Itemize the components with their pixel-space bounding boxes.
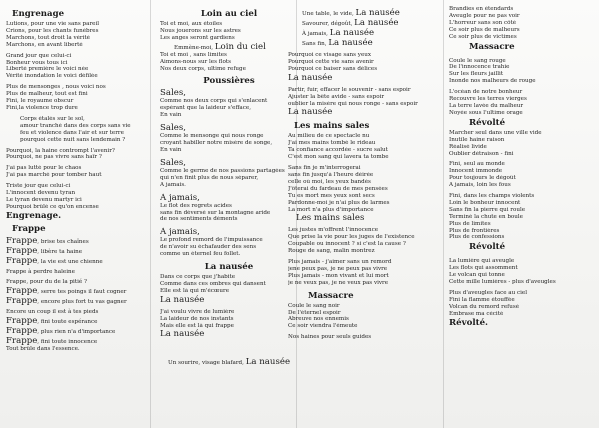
- lyric-line: Comme le germe de nos passions partagées: [160, 167, 285, 174]
- lyric-line: Sans fin, La nausée: [302, 38, 373, 48]
- lyric-line: Ta confiance accordée - sucre salut: [288, 147, 388, 154]
- refrain-la-nausee: La nausée: [160, 329, 205, 340]
- lyric-line: J'ai mes mains tombé le rideau: [288, 140, 376, 147]
- lyric-line: Une table, le vide, La nausée: [302, 8, 400, 18]
- refrain-la-nausee: La nausée: [288, 72, 333, 83]
- lyric-line: Plus d'aveugles face au ciel: [449, 290, 528, 296]
- lyric-line: Plus de limites: [449, 220, 491, 227]
- stanza: [288, 227, 438, 255]
- stanza: [449, 6, 595, 41]
- lyric-line: Un sourire, visage blafard, La nausée: [168, 357, 291, 368]
- lyric-line: Triste jour que celui-ci: [6, 183, 71, 190]
- stanza: [449, 258, 595, 286]
- lyric-line: Pour toujours le dégoût: [449, 175, 516, 182]
- song-title-revolte: Révolté: [469, 117, 506, 128]
- refrain-revolte-end: Révolté.: [449, 317, 489, 328]
- lyric-line: Les anges seront gardiens: [160, 34, 235, 41]
- lyric-line: Réalisé livide: [449, 143, 487, 150]
- lyric-line: Loin le bonheur innocent: [449, 199, 521, 206]
- lyric-line: Ce soir plus de malheurs: [449, 26, 520, 33]
- lyric-line: Pourquoi cette vie sans avenir: [288, 58, 374, 65]
- refrain-engrenage: Engrenage.: [6, 210, 62, 221]
- lyric-line: Crions, pour les chants funèbres: [6, 27, 99, 34]
- lyric-line: Partir, fuir, effacer le souvenir - sans espoir: [288, 86, 411, 93]
- stanza: [288, 165, 438, 213]
- lyric-line: De l'innocence trahie: [449, 64, 510, 71]
- song-title-engrenage: Engrenage: [12, 9, 65, 19]
- stanza: [6, 21, 146, 49]
- stanza: [160, 133, 292, 154]
- lyric-line: sans fin déversé sur la montagne aride: [160, 209, 271, 216]
- lyric-line: Plus de malheur, tout est fini: [6, 91, 88, 98]
- refrain-la-nausee: La nausée: [288, 107, 333, 118]
- lyric-line: J'ai pas lutté pour le chaos: [6, 165, 82, 172]
- stanza: [449, 161, 595, 189]
- refrain-revolte: Révolté: [469, 242, 506, 253]
- stanza: [288, 133, 438, 161]
- lyric-line: La lumière qui aveugle: [449, 258, 515, 265]
- refrain-les-mains-sales: Les mains sales: [296, 213, 365, 224]
- lyric-line: Coule le sang rouge: [449, 57, 506, 64]
- lyric-line: comme un éternel feu follet.: [160, 251, 241, 258]
- lyric-line: Fini, dans les champs violents: [449, 193, 535, 200]
- lyric-line: En vain: [160, 146, 182, 153]
- lyric-line: C'est mon sang qui lavera ta tombe: [288, 154, 389, 161]
- refrain-sales: Sales,: [160, 88, 186, 99]
- lyric-line: Ce soir plus de victimes: [449, 33, 517, 40]
- stanza: [6, 165, 146, 179]
- column-2: [160, 8, 292, 428]
- stanza: [449, 89, 595, 117]
- lyric-line: Brandies en étendards: [449, 6, 514, 12]
- lyric-line: Ajuster la bête avide - sans espoir: [288, 93, 385, 100]
- lyric-line: Pourquoi, la haine contrompt l'avenir?: [6, 147, 115, 154]
- refrain-sales: Sales,: [160, 157, 186, 168]
- lyric-line: Tu es mort mes yeux sont secs: [288, 192, 375, 199]
- lyric-line: Frappe, fini toute innocence: [6, 335, 98, 346]
- refrain-a-jamais: À jamais,: [160, 192, 200, 203]
- stanza: [160, 21, 292, 42]
- lyric-line: Noyée sous l'ultime orage: [449, 109, 523, 116]
- lyric-line: Frappe, la vie est une chienne: [6, 255, 103, 266]
- fold-line: [150, 0, 151, 428]
- lyric-line: Sur les fleurs jaillit: [449, 71, 504, 78]
- stanza: [160, 309, 292, 330]
- lyric-line: Toi et moi, aux étoiles: [160, 21, 223, 27]
- lyric-line: Comme nos deux corps qui s'enlacent: [160, 98, 268, 105]
- lyric-line: Coule le sang noir: [288, 302, 340, 309]
- lyric-line: Le volcan qui tonne: [449, 272, 505, 279]
- lyric-line: Aveugle pour ne pas voir: [449, 12, 520, 19]
- lyric-line: Fini,la violence trop dure: [6, 104, 78, 111]
- lyric-line: Les flots qui assomment: [449, 265, 518, 272]
- lyric-line: Pourquoi ce baiser sans délices: [288, 65, 378, 72]
- lyric-line: À jamais, loin les fous: [449, 182, 511, 189]
- lyric-line: je ne veux pas, je ne veux pas vivre: [288, 279, 389, 286]
- lyric-line: Marcher seul dans une ville vide: [449, 129, 542, 136]
- lyric-line: Corps étalés sur le sol,: [20, 115, 85, 122]
- lyric-line: celle où moi, les yeux bandés: [288, 178, 371, 185]
- lyric-line: jene peux pas, je ne peux pas vivre: [288, 265, 388, 272]
- stanza: [288, 259, 438, 287]
- stanza: [6, 148, 146, 162]
- frappe-stanza: [6, 236, 146, 346]
- lyric-line: Volcan du remord refusé: [449, 303, 520, 310]
- lyric-line: Frappe, fini toute espérance: [6, 315, 98, 326]
- lyric-line: Pardonne-moi je n'ai plus de larmes: [288, 199, 390, 206]
- song-title-massacre: Massacre: [308, 290, 354, 301]
- lyric-line: espérant que la laideur s'efface,: [160, 105, 251, 112]
- lyric-line: Tout brûle dans l'essence.: [6, 345, 80, 352]
- stanza: [449, 130, 595, 158]
- lyric-line: Le profond remord de l'impuissance: [160, 237, 263, 244]
- lyric-line: Frappe, plus rien n'a d'importance: [6, 325, 116, 336]
- lyric-line: de nos sentiments déments: [160, 216, 238, 223]
- lyric-line: qui n'en finit plus de nous séparer,: [160, 174, 259, 181]
- lyric-line: Comme le mensonge qui nous ronge: [160, 133, 264, 140]
- refrain-a-jamais: À jamais,: [160, 227, 200, 238]
- lyric-line: Marchons, tout droit la vérité: [6, 34, 90, 41]
- stanza: [288, 87, 438, 108]
- lyric-line: Fini la flamme étouffée: [449, 296, 515, 303]
- lyric-line: Les justes m'offrent l'innocence: [288, 227, 379, 234]
- stanza: [449, 193, 595, 241]
- lyric-line: Frappe, pour du de la pitié ?: [6, 278, 87, 285]
- stanza: [160, 237, 292, 258]
- lyric-line: Embrase ma cécité: [449, 310, 504, 317]
- lyric-line: de n'avoir su échafauder des sens: [160, 244, 257, 251]
- lyric-line: Oublier détraison - fini: [449, 150, 514, 157]
- lyric-line: Recouvre les terres vierges: [449, 96, 527, 103]
- lyric-line: Inutile haine raison: [449, 136, 505, 143]
- fold-line: [443, 0, 444, 428]
- stanza: [288, 52, 438, 73]
- lyric-line: Pourquoi ce visage sans yeux: [288, 52, 372, 58]
- lyric-line: La terre lavée du malheur: [449, 102, 524, 109]
- lyric-line: L'innocent devenu tyran: [6, 190, 76, 197]
- lyric-line: Rouge de sang, malin montrez: [288, 248, 375, 255]
- lyric-line: Sans fin je m'interrogerai: [288, 165, 361, 172]
- stanza: [6, 183, 146, 211]
- stanza: [160, 168, 292, 189]
- stanza: [160, 98, 292, 119]
- lyric-line: Fini, seul au monde: [449, 161, 505, 168]
- lyric-line: De l'éternel espoir: [288, 309, 341, 316]
- lyric-line: J'ai voulu vivre de lumière: [160, 308, 235, 315]
- stanza: [6, 84, 146, 112]
- lyric-line: feu et violence dans l'air et sur terre: [20, 129, 124, 136]
- lyric-line: Plus de confessions: [449, 234, 505, 241]
- lyric-line: Mais elle est là qui frappe: [160, 322, 234, 329]
- song-title-loin-au-ciel: Loin au ciel: [200, 9, 258, 19]
- lyric-line: L'horreur sans son côté: [449, 19, 517, 26]
- lyric-line: Elle est là qui m'écœure: [160, 287, 230, 294]
- lyric-line: sans fin jusqu'à l'heure déirée: [288, 171, 374, 178]
- lyric-line: Au milieu de ce spectacle nu: [288, 133, 370, 140]
- stanza: [160, 52, 292, 73]
- lyric-line: Plus jamais - mon vivant et lui mort: [288, 272, 389, 279]
- refrain-stanza: [288, 8, 438, 48]
- lyric-line: Plus de frontières: [449, 227, 500, 234]
- lyric-line: À jamais.: [160, 181, 186, 188]
- lyric-line: Terminé la chute en boule: [449, 213, 523, 220]
- stanza: [449, 290, 595, 318]
- lyric-line: Nous jouerons sur les astres: [160, 27, 241, 34]
- lyric-line: Encore un coup il est à tes pieds: [6, 308, 99, 315]
- lyric-line: Coupable ou innocent ? si c'est la cause ?: [288, 241, 406, 248]
- lyric-line: Frappe, libère ta haine: [6, 245, 83, 256]
- lyric-line: Aimons-nous sur les flots: [160, 58, 231, 65]
- lyric-line: Pourquoi, ne pas vivre sans haïr ?: [6, 154, 102, 161]
- lyric-line: amour tranché dans des corps sans vie: [20, 122, 131, 129]
- stanza: [160, 203, 292, 224]
- lyric-line: pourquoi cette nuit sans lendemain ?: [20, 136, 126, 143]
- lyric-line: Toi et moi , sans limites: [160, 51, 227, 58]
- column-4: [449, 6, 595, 428]
- song-title-poussieres: Poussières: [203, 76, 255, 87]
- lyric-line: Grand jour que celui-ci: [6, 52, 72, 59]
- column-3: [288, 8, 438, 428]
- lyric-line: Nos deux corps, ultime refuge: [160, 65, 246, 72]
- lyric-line: Pourquoi brûlé ce qu'on encense: [6, 203, 99, 210]
- lyric-line: Comme dans ces ombres qui dansent: [160, 280, 266, 287]
- stanza: [449, 58, 595, 86]
- refrain-sales: Sales,: [160, 123, 186, 134]
- lyric-line: oublier la misère qui nous ronge - sans espoir: [288, 100, 418, 107]
- song-title-les-mains-sales: Les mains sales: [294, 121, 370, 132]
- lyric-line: Dans ce corps que j'habite: [160, 274, 236, 281]
- lyric-line: Savourer, dégoût, La nausée: [302, 18, 399, 28]
- stanza: [160, 274, 292, 295]
- lyric-line: Nos haines pour seuls guides: [288, 334, 372, 341]
- lyric-line: Liberté première le voici née: [6, 66, 89, 73]
- lyric-line: Vérité inondation le voici défilée: [6, 73, 98, 80]
- lyric-line: Que prise la vie pour les juges de l'existence: [288, 234, 415, 241]
- lyric-line: Inonde nos malheurs de rouge: [449, 78, 536, 85]
- refrain-la-nausee: La nausée: [160, 294, 205, 305]
- lyric-line: Fini, le royaume obscur: [6, 98, 74, 105]
- lyric-line: Frappe, serre tes poings il faut cogner: [6, 285, 127, 296]
- lyric-line: Innocent immonde: [449, 168, 503, 175]
- lyric-line: Marchons, en avant liberté: [6, 41, 83, 48]
- lyric-line: Lutions, pour une vie sans pareil: [6, 21, 100, 27]
- lyric-line: Le tyran devenu martyr ici: [6, 196, 82, 203]
- lyric-line: croyant habiller notre misère de songe,: [160, 140, 273, 147]
- stanza: [6, 53, 146, 81]
- stanza: [288, 303, 438, 331]
- lyric-line: Le flot des regrets acides: [160, 202, 232, 209]
- lyric-line: La mort n'a plus d'importance: [288, 206, 374, 213]
- lyric-line: Frappe, encore plus fort tu vas gagner: [6, 295, 127, 306]
- stanza: [6, 116, 146, 144]
- lyric-line: Plus de mensonges , nous voici nos: [6, 84, 106, 91]
- lyric-line: Frappe à perdre haleine: [6, 268, 75, 275]
- lyric-line: L'océan de notre bonheur: [449, 89, 523, 96]
- song-title-frappe: Frappe: [12, 223, 46, 234]
- lyric-line: La laideur de nos instants: [160, 315, 234, 322]
- lyric-line: J'ôterai du fardeau de mes pensées: [288, 185, 388, 192]
- lyric-line: En vain: [160, 112, 182, 119]
- column-1: [6, 8, 146, 428]
- lyric-line: Sans fin la pierre qui roule: [449, 206, 526, 213]
- lyric-line: Bonheur vous tous ici: [6, 59, 68, 66]
- lyric-line: J'ai pas marché pour tomber haut: [6, 172, 102, 179]
- lyric-line: Cette mille lumières - plus d'aveugles: [449, 279, 556, 286]
- song-title-la-nausee: La nausée: [204, 262, 254, 273]
- lyric-line: Plus jamais - j'aimer sans un remord: [288, 259, 392, 266]
- lyric-line: Abreuve nos ennemis: [288, 316, 349, 323]
- lyric-line: Emmène-moi, Loin du ciel: [174, 41, 266, 52]
- lyric-line: Frappe, brise tes chaînes: [6, 235, 89, 246]
- lyric-line: Ce soir viendra l'émeute: [288, 323, 358, 330]
- lyric-line: À jamais, La nausée: [302, 28, 375, 38]
- refrain-massacre: Massacre: [469, 41, 515, 52]
